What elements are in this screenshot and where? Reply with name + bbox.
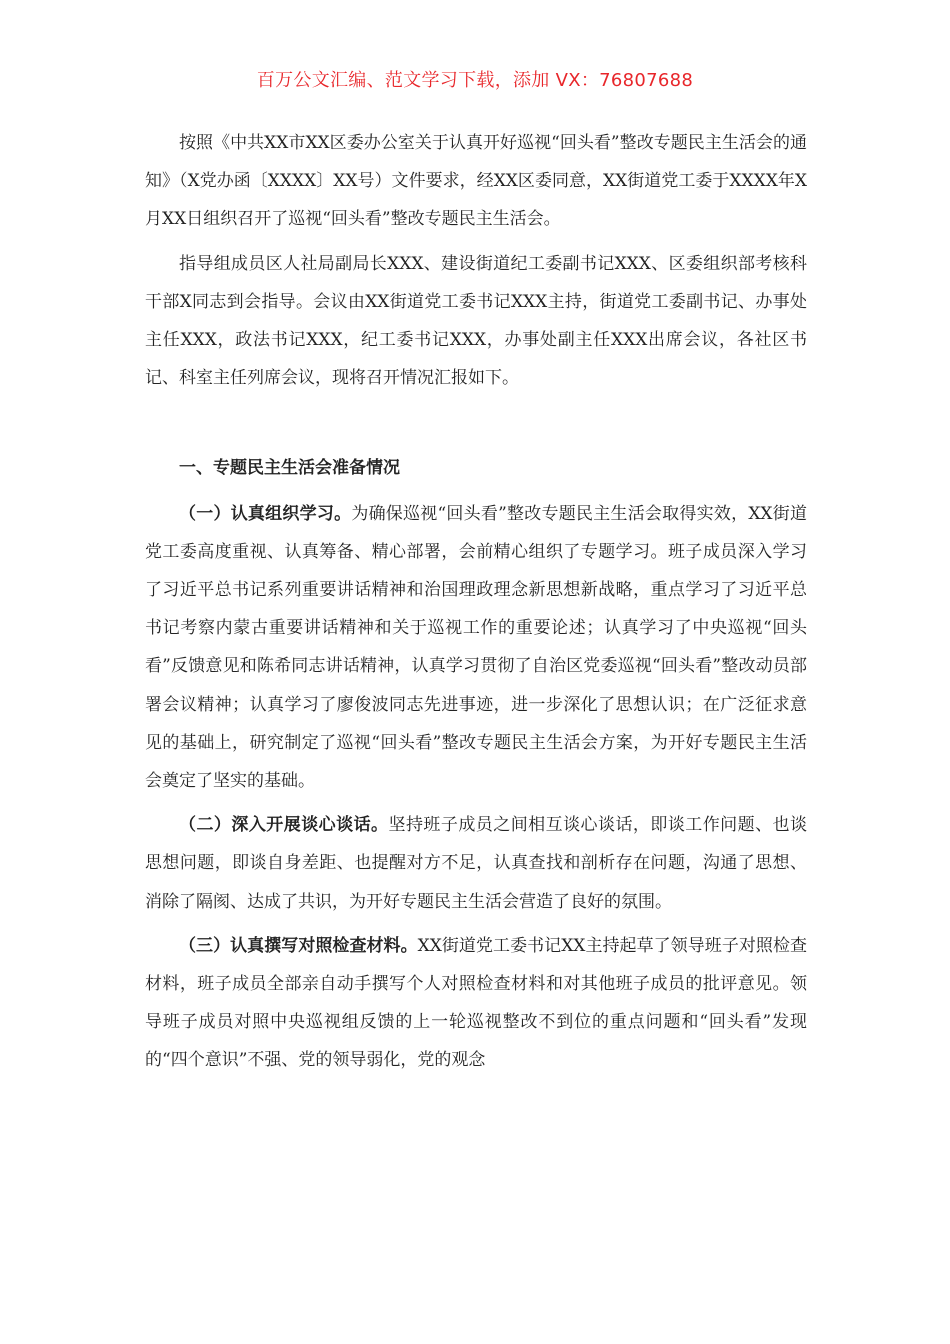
section-item-study [145, 495, 807, 801]
attendance-paragraph: 指导组成员区人社局副局长XXX、建设街道纪工委副书记XXX、区委组织部考核科干部X同志到会指导。会议由XX街道党工委书记XXX主持，街道党工委副书记、办事处主任XXX，政法书记XXX，纪工委书记XXX，办事处副主任XXX出席会议，各社区书记、科室主任列席会议，现将召开情况汇报如下。 [145, 253, 807, 389]
section-item-materials [145, 927, 807, 1080]
item-text: 坚持班子成员之间相互谈心谈话，即谈工作问题、也谈思想问题，即谈自身差距、也提醒对方不足，认真查找和剖析存在问题，沟通了思想、消除了隔阂、达成了共识，为开好专题民主生活会营造了良好的氛围。 [145, 815, 808, 912]
item-lead: （二）深入开展谈心谈话。 [179, 815, 389, 836]
item-text: 为确保巡视“回头看”整改专题民主生活会取得实效，XX街道党工委高度重视、认真筹备、精心部署，会前精心组织了专题学习。班子成员深入学习了习近平总书记系列重要讲话精神和治国理政理念新思想新战略，重点学习了习近平总书记考察内蒙古重要讲话精神和关于巡视工作的重要论述；认真学习了中央巡视“回头看”反馈意见和陈希同志讲话精神，认真学习贯彻了自治区党委巡视“回头看”整改动员部署会议精神；认真学习了廖俊波同志先进事迹，进一步深化了思想认识；在广泛征求意见的基础上，研究制定了巡视“回头看”整改专题民主生活会方案，为开好专题民主生活会奠定了坚实的基础。 [145, 503, 808, 792]
intro-paragraph: 按照《中共XX市XX区委办公室关于认真开好巡视“回头看”整改专题民主生活会的通知》（X党办函〔XXXX〕XX号）文件要求，经XX区委同意，XX街道党工委于XXXX年X月XX日组织召开了巡视“回头看”整改专题民主生活会。 [145, 133, 807, 230]
item-lead: （三）认真撰写对照检查材料。 [179, 935, 418, 956]
header-banner: 百万公文汇编、范文学习下载，添加 VX：76807688 [256, 70, 694, 91]
item-lead: （一）认真组织学习。 [179, 503, 352, 524]
document-body [145, 124, 807, 1086]
section-heading: 一、专题民主生活会准备情况 [179, 458, 400, 479]
item-text: XX街道党工委书记XX主持起草了领导班子对照检查材料，班子成员全部亲自动手撰写个人对照检查材料和对其他班子成员的批评意见。领导班子成员对照中央巡视组反馈的上一轮巡视整改不到位的重点问题和“回头看”发现的“四个意识”不强、党的领导弱化，党的观念 [145, 935, 807, 1071]
section-item-talks [145, 806, 807, 921]
